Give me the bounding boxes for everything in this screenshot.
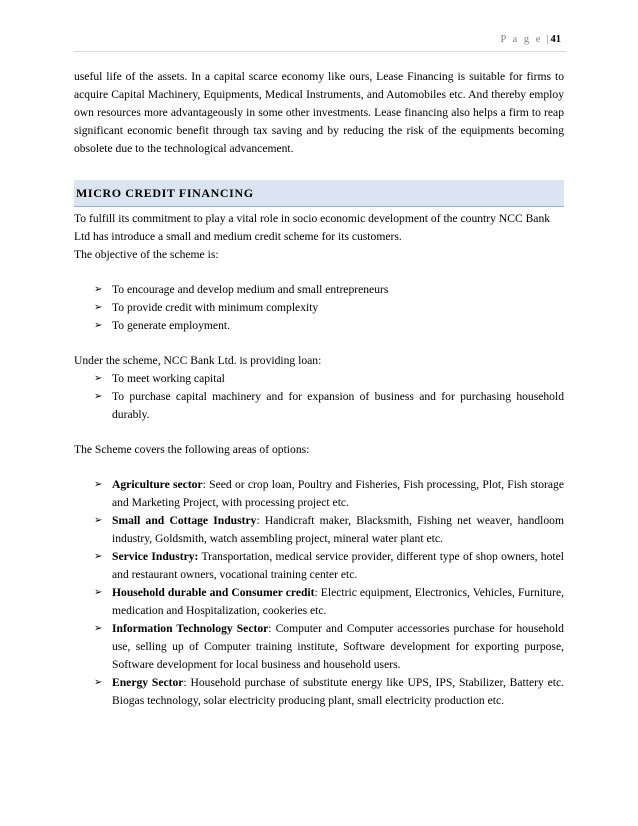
page-content: [74, 68, 564, 710]
arrow-bullet-icon: ➢: [94, 551, 103, 562]
list-item: ➢ To generate employment.: [74, 317, 564, 335]
arrow-bullet-icon: ➢: [94, 677, 103, 688]
loan-purposes-list: [74, 370, 564, 424]
list-item: ➢ To purchase capital machinery and for expansion of business and for purchasing household durably.: [94, 390, 564, 421]
list-item: ➢ Small and Cottage Industry: Handicraft maker, Blacksmith, Fishing net weaver, handloom industry, Goldsmith, watch assembling project, mineral water plant etc.: [94, 514, 564, 545]
arrow-bullet-icon: ➢: [94, 320, 103, 331]
header-rule: [74, 51, 566, 52]
list-item: ➢ To provide credit with minimum complexity: [74, 299, 564, 317]
section-intro: To fulfill its commitment to play a vital role in socio economic development of the country NCC Bank Ltd has introduce a small and medium credit scheme for its customers.: [74, 212, 551, 243]
arrow-bullet-icon: ➢: [94, 479, 103, 490]
arrow-bullet-icon: ➢: [94, 515, 103, 526]
list-item: ➢ Information Technology Sector: Computer and Computer accessories purchase for household use, selling up of Computer training institute, Software development for exporting purpose, Software development for local business and household users.: [94, 622, 564, 671]
arrow-bullet-icon: ➢: [94, 623, 103, 634]
areas-list: [74, 476, 564, 710]
page-header: [500, 34, 561, 45]
list-item: ➢ Household durable and Consumer credit: Electric equipment, Electronics, Vehicles, Furniture, medication and Hospitalization, cookeries etc.: [94, 586, 564, 617]
areas-label: The Scheme covers the following areas of options:: [74, 443, 310, 456]
section-heading: MICRO CREDIT FINANCING: [76, 186, 254, 200]
list-item: ➢ To meet working capital: [74, 370, 564, 388]
section-heading-bar: [74, 180, 564, 207]
page-label: P a g e: [500, 34, 543, 45]
loan-label: Under the scheme, NCC Bank Ltd. is providing loan:: [74, 354, 322, 367]
page-number: 41: [550, 34, 561, 45]
arrow-bullet-icon: ➢: [94, 373, 103, 384]
objective-label: The objective of the scheme is:: [74, 248, 219, 261]
arrow-bullet-icon: ➢: [94, 587, 103, 598]
objectives-list: [74, 281, 564, 335]
list-item: ➢ Energy Sector: Household purchase of substitute energy like UPS, IPS, Stabilizer, Battery etc. Biogas technology, solar electricity producing plant, small electricity production etc.: [94, 676, 564, 707]
arrow-bullet-icon: ➢: [94, 391, 103, 402]
arrow-bullet-icon: ➢: [94, 302, 103, 313]
list-item: ➢ To encourage and develop medium and small entrepreneurs: [74, 281, 564, 299]
list-item: ➢ Service Industry: Transportation, medical service provider, different type of shop owners, hotel and restaurant owners, vocational training center etc.: [94, 550, 564, 581]
page-separator: |: [546, 34, 549, 45]
intro-paragraph: useful life of the assets. In a capital scarce economy like ours, Lease Financing is suitable for firms to acquire Capital Machinery, Equipments, Medical Instruments, and Automobiles etc. And thereby employ own resources more advantageously in some other investments. Lease financing also helps a firm to reap significant economic benefit through tax saving and by reducing the risk of the equipments becoming obsolete due to the technological advancement.: [74, 70, 564, 155]
arrow-bullet-icon: ➢: [94, 284, 103, 295]
list-item: ➢ Agriculture sector: Seed or crop loan, Poultry and Fisheries, Fish processing, Plot, Fish storage and Marketing Project, with processing project etc.: [94, 478, 565, 509]
